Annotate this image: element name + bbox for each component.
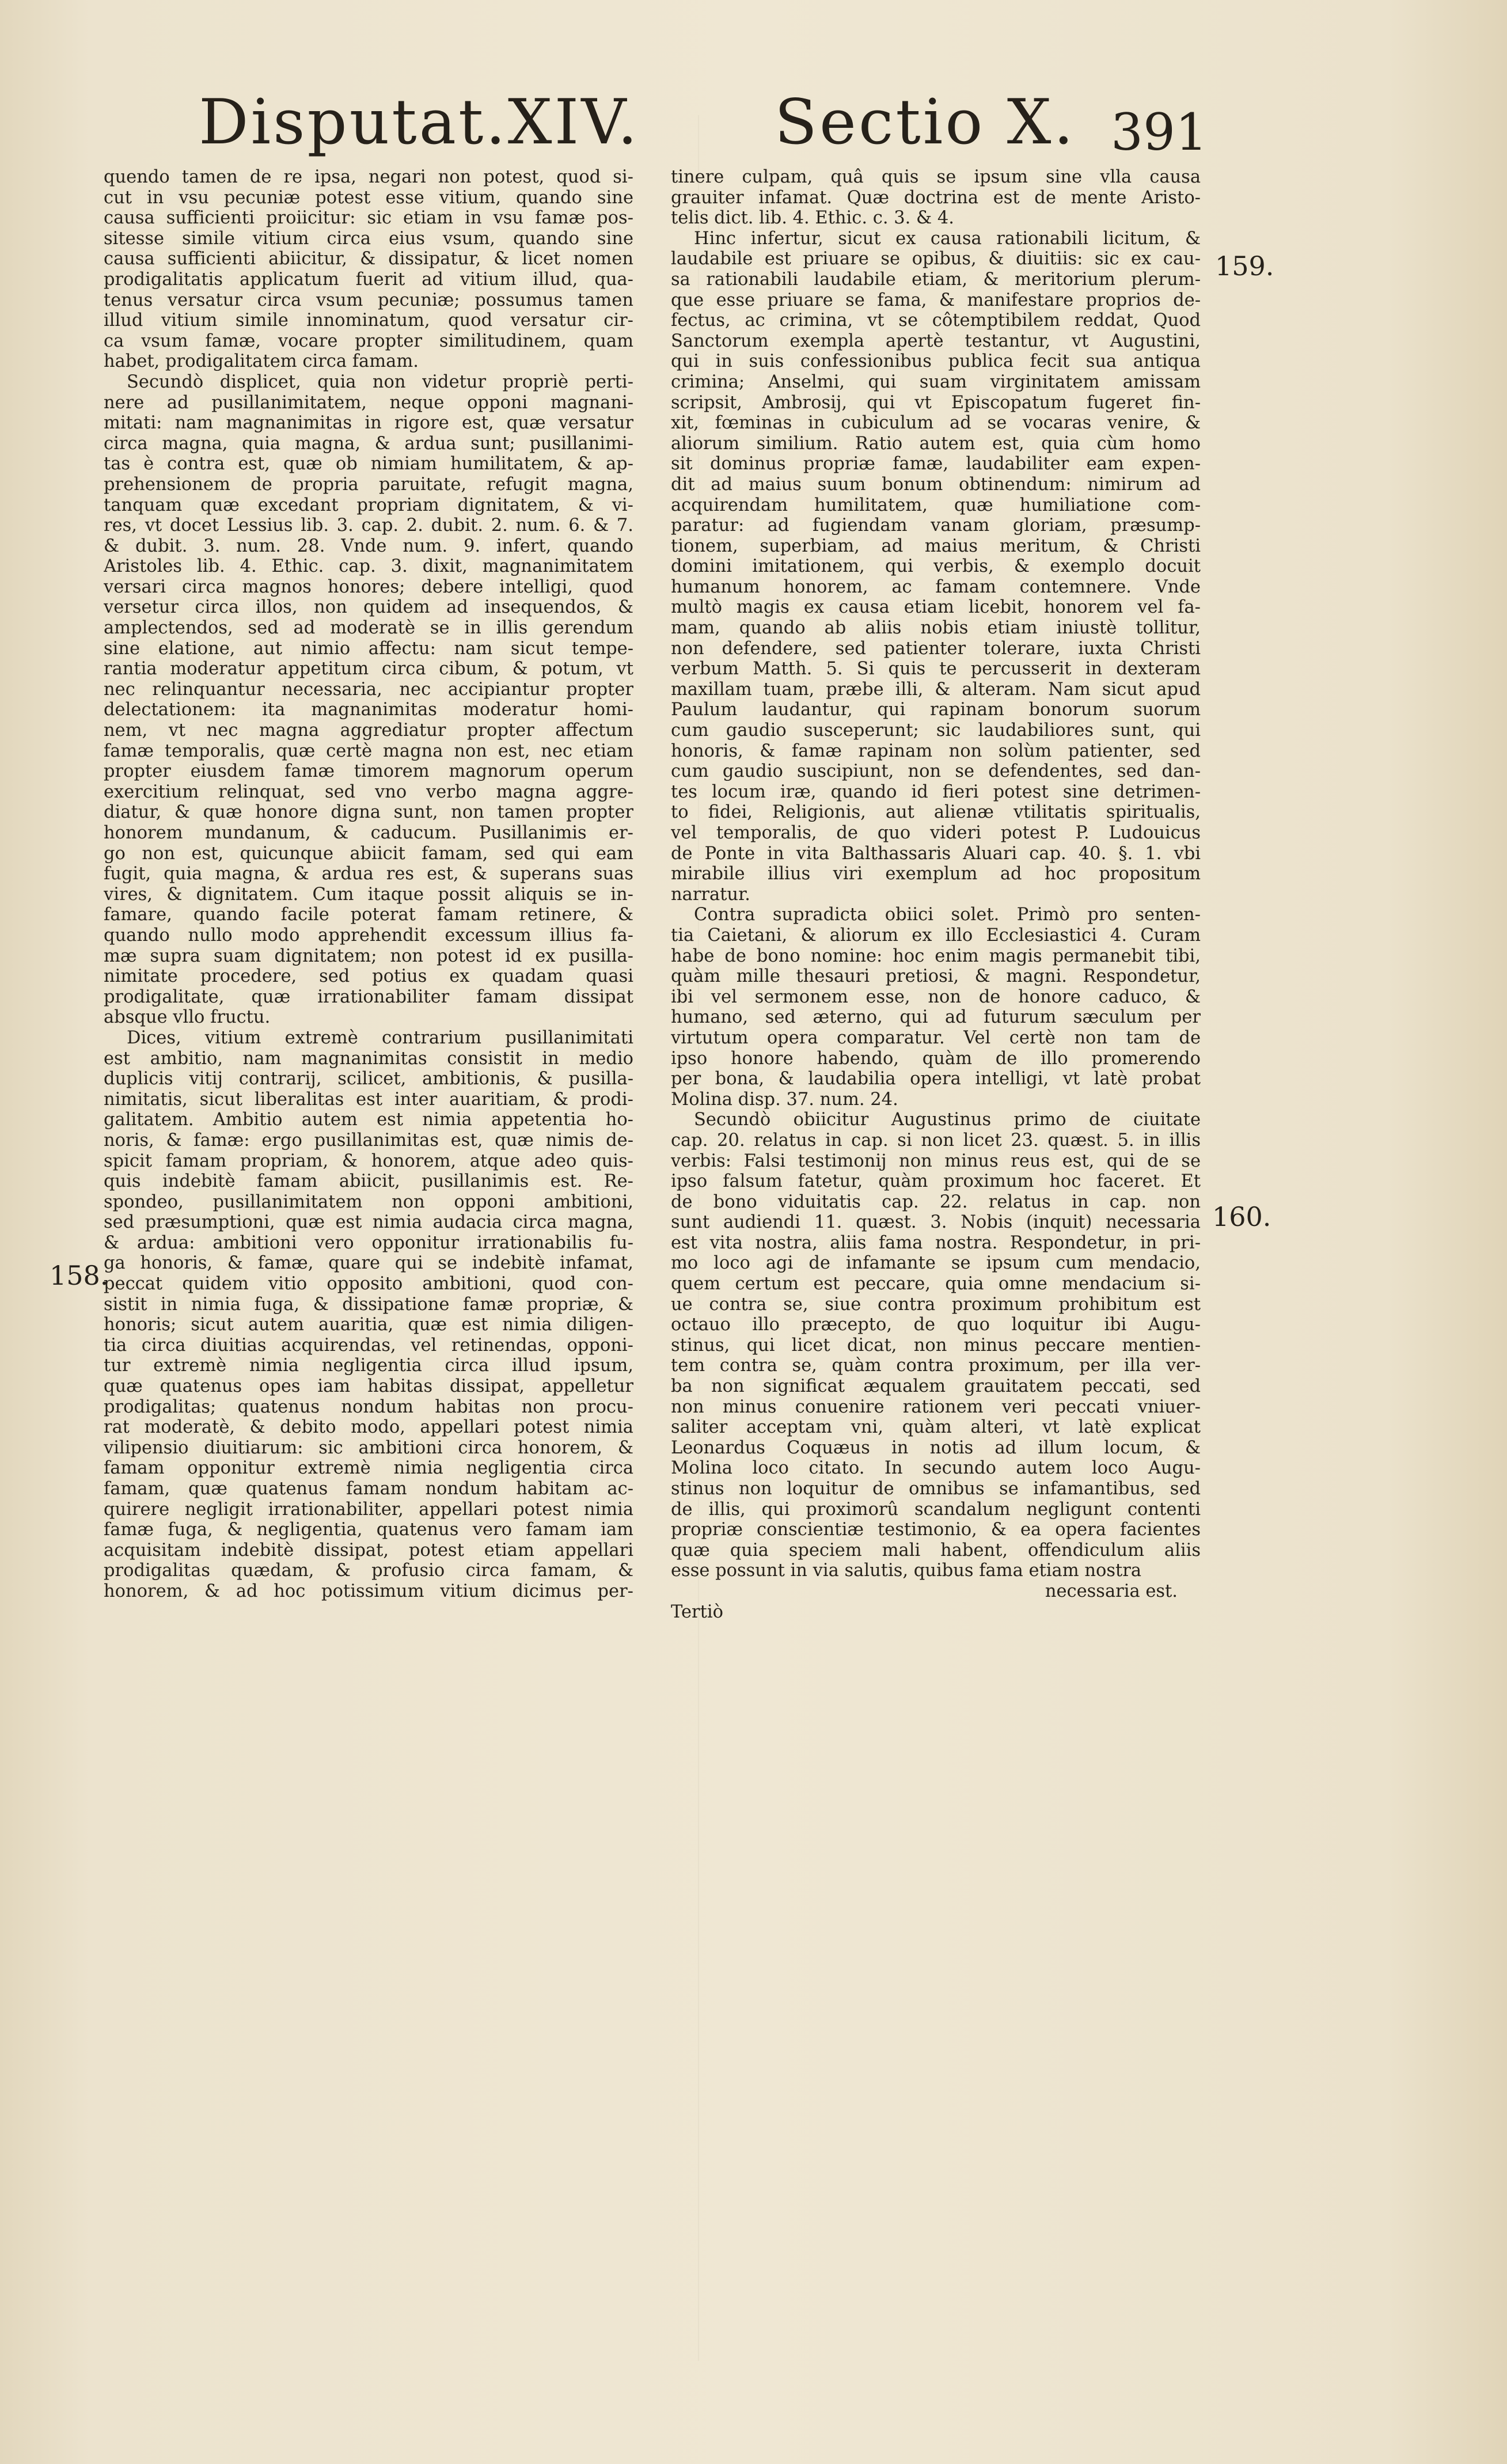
- text-line: versari circa magnos honores; debere intelligi, quod: [104, 576, 633, 597]
- text-line: mirabile illius viri exemplum ad hoc propositum: [671, 864, 1201, 884]
- text-line: non minus conuenire rationem veri peccati vniuer-: [671, 1396, 1201, 1417]
- text-line: Sanctorum exempla apertè testantur, vt Augustini,: [671, 331, 1201, 351]
- text-line: quæ quatenus opes iam habitas dissipat, appelletur: [104, 1376, 633, 1397]
- text-line: Contra supradicta obiici solet. Primò pro senten-: [694, 905, 1201, 925]
- text-line: nimitatis, sicut liberalitas est inter auaritiam, & prodi-: [104, 1089, 633, 1110]
- text-line: amplectendos, sed ad moderatè se in illis gerendum: [104, 618, 633, 639]
- text-line: tionem, superbiam, ad maius meritum, & Christi: [671, 536, 1201, 556]
- text-line: Dices, vitium extremè contrarium pusillanimitati: [127, 1027, 633, 1048]
- text-line: famæ temporalis, quæ certè magna non est, nec etiam: [104, 741, 633, 761]
- text-line: habe de bono nomine: hoc enim magis permanebit tibi,: [671, 946, 1201, 966]
- text-line: est ambitio, nam magnanimitas consistit in medio: [104, 1048, 633, 1069]
- text-line: prehensionem de propria paruitate, refugit magna,: [104, 474, 633, 495]
- text-line: Leonardus Coquæus in notis ad illum locum, &: [671, 1437, 1201, 1458]
- text-line: Hinc infertur, sicut ex causa rationabili licitum, &: [694, 228, 1201, 249]
- left-text-column: [104, 167, 633, 2263]
- text-line: stinus, qui licet dicat, non minus peccare mentien-: [671, 1335, 1201, 1356]
- text-line: delectationem: ita magnanimitas moderatur homi-: [104, 700, 633, 720]
- text-line: cap. 20. relatus in cap. si non licet 23. quæst. 5. in illis: [671, 1130, 1201, 1151]
- text-line: esse possunt in via salutis, quibus fama etiam nostra: [671, 1561, 1142, 1581]
- text-line: tia circa diuitias acquirendas, vel retinendas, opponi-: [104, 1335, 633, 1356]
- text-line: & dubit. 3. num. 28. Vnde num. 9. infert, quando: [104, 536, 633, 556]
- text-line: xit, fœminas in cubiculum ad se vocaras venire, &: [671, 413, 1201, 434]
- text-line: saliter acceptam vni, quàm alteri, vt latè explicat: [671, 1417, 1201, 1438]
- text-line: fectus, ac crimina, vt se côtemptibilem reddat, Quod: [671, 310, 1201, 331]
- text-line: tas è contra est, quæ ob nimiam humilitatem, & ap-: [104, 454, 633, 474]
- text-line: quirere negligit irrationabiliter, appellari potest nimia: [104, 1499, 633, 1520]
- text-line: sit dominus propriæ famæ, laudabiliter eam expen-: [671, 454, 1201, 474]
- text-line: que esse priuare se fama, & manifestare proprios de-: [671, 290, 1201, 310]
- text-line: tem contra se, quàm contra proximum, per illa ver-: [671, 1356, 1201, 1376]
- text-line: go non est, quicunque abiicit famam, sed qui eam: [104, 843, 633, 864]
- text-line: Secundò obiicitur Augustinus primo de ciuitate: [694, 1110, 1201, 1130]
- header-disputation: Disputat.XIV.: [199, 86, 640, 158]
- text-line: galitatem. Ambitio autem est nimia appetentia ho-: [104, 1110, 633, 1130]
- text-line: non defendere, sed patienter tolerare, iuxta Christi: [671, 638, 1201, 659]
- text-line: verbis: Falsi testimonij non minus reus est, qui de se: [671, 1151, 1201, 1171]
- text-line: cum gaudio susceperunt; sic laudabiliores sunt, qui: [671, 720, 1201, 741]
- text-line: tinere culpam, quâ quis se ipsum sine vlla causa: [671, 167, 1201, 187]
- text-line: humano, sed æterno, qui ad futurum sæculum per: [671, 1007, 1201, 1028]
- text-line: res, vt docet Lessius lib. 3. cap. 2. dubit. 2. num. 6. & 7.: [104, 515, 633, 536]
- text-line: & ardua: ambitioni vero opponitur irrationabilis fu-: [104, 1232, 633, 1253]
- text-line: illud vitium simile innominatum, quod versatur cir-: [104, 310, 633, 331]
- text-line: quem certum est peccare, quia omne mendacium si-: [671, 1274, 1201, 1294]
- text-line: sistit in nimia fuga, & dissipatione famæ propriæ, &: [104, 1294, 633, 1315]
- text-line: mo loco agi de infamante se ipsum cum mendacio,: [671, 1253, 1201, 1274]
- text-line: paratur: ad fugiendam vanam gloriam, præsump-: [671, 515, 1201, 536]
- running-header: [0, 86, 1507, 167]
- text-line: to fidei, Religionis, aut alienæ vtilitatis spiritualis,: [671, 802, 1201, 823]
- text-line: circa magna, quia magna, & ardua sunt; pusillanimi-: [104, 433, 633, 454]
- text-line: narratur.: [671, 884, 750, 905]
- text-line: famam opponitur extremè nimia negligentia circa: [104, 1458, 633, 1479]
- text-line: est vita nostra, aliis fama nostra. Respondetur, in pri-: [671, 1232, 1201, 1253]
- text-line: cut in vsu pecuniæ potest esse vitium, quando sine: [104, 187, 633, 208]
- margin-number-158: 158.: [50, 1260, 109, 1291]
- text-line: qui in suis confessionibus publica fecit sua antiqua: [671, 351, 1201, 372]
- text-line: peccat quidem vitio opposito ambitioni, quod con-: [104, 1274, 633, 1294]
- text-line: famæ fuga, & negligentia, quatenus vero famam iam: [104, 1520, 633, 1540]
- text-line: causa sufficienti proiicitur: sic etiam in vsu famæ pos-: [104, 208, 633, 229]
- text-line: humanum honorem, ac famam contemnere. Vnde: [671, 576, 1201, 597]
- text-line: tenus versatur circa vsum pecuniæ; possumus tamen: [104, 290, 633, 310]
- right-text-column: [671, 167, 1201, 2263]
- text-line: Molina disp. 37. num. 24.: [671, 1089, 898, 1110]
- text-line: versetur circa illos, non quidem ad insequendos, &: [104, 597, 633, 618]
- text-line: ipso honore habendo, quàm de illo promerendo: [671, 1048, 1201, 1069]
- text-line: sunt audiendi 11. quæst. 3. Nobis (inquit) necessaria: [671, 1212, 1201, 1233]
- text-line: quàm mille thesauri pretiosi, & magni. Respondetur,: [671, 966, 1201, 987]
- text-line: necessaria est.: [1045, 1581, 1178, 1601]
- text-line: Molina loco citato. In secundo autem loco Augu-: [671, 1458, 1201, 1479]
- text-line: rantia moderatur appetitum circa cibum, & potum, vt: [104, 659, 633, 679]
- text-line: habet, prodigalitatem circa famam.: [104, 351, 419, 372]
- text-line: acquirendam humilitatem, quæ humiliatione com-: [671, 495, 1201, 515]
- text-line: noris, & famæ: ergo pusillanimitas est, quæ nimis de-: [104, 1130, 633, 1151]
- text-line: ipso falsum fatetur, quàm proximum hoc faceret. Et: [671, 1171, 1201, 1192]
- text-line: quis indebitè famam abiicit, pusillanimis est. Re-: [104, 1171, 633, 1192]
- text-line: de Ponte in vita Balthassaris Aluari cap. 40. §. 1. vbi: [671, 843, 1201, 864]
- text-line: sa rationabili laudabile etiam, & meritorium plerum-: [671, 269, 1201, 290]
- text-line: laudabile est priuare se opibus, & diuitiis: sic ex cau-: [671, 249, 1201, 269]
- text-line: mæ supra suam dignitatem; non potest id ex pusilla-: [104, 946, 633, 966]
- text-line: quendo tamen de re ipsa, negari non potest, quod si-: [104, 167, 633, 187]
- text-line: mitati: nam magnanimitas in rigore est, quæ versatur: [104, 413, 633, 434]
- text-line: ca vsum famæ, vocare propter similitudinem, quam: [104, 331, 633, 351]
- text-line: octauo illo præcepto, de quo loquitur ibi Augu-: [671, 1315, 1201, 1335]
- text-line: telis dict. lib. 4. Ethic. c. 3. & 4.: [671, 208, 954, 229]
- text-line: diatur, & quæ honore digna sunt, non tamen propter: [104, 802, 633, 823]
- text-line: honoris; sicut autem auaritia, quæ est nimia diligen-: [104, 1315, 633, 1335]
- text-line: aliorum similium. Ratio autem est, quia cùm homo: [671, 433, 1201, 454]
- text-line: vel temporalis, de quo videri potest P. Ludouicus: [671, 823, 1201, 843]
- text-line: duplicis vitij contrarij, scilicet, ambitionis, & pusilla-: [104, 1069, 633, 1089]
- text-line: nec relinquantur necessaria, nec accipiantur propter: [104, 679, 633, 700]
- text-line: ue contra se, siue contra proximum prohibitum est: [671, 1294, 1201, 1315]
- margin-number-159: 159.: [1215, 250, 1274, 282]
- text-line: tanquam quæ excedant propriam dignitatem, & vi-: [104, 495, 633, 515]
- text-line: prodigalitatis applicatum fuerit ad vitium illud, qua-: [104, 269, 633, 290]
- text-line: Paulum laudantur, qui rapinam bonorum suorum: [671, 700, 1201, 720]
- text-line: spicit famam propriam, & honorem, atque adeo quis-: [104, 1151, 633, 1171]
- text-line: cum gaudio suscipiunt, non se defendentes, sed dan-: [671, 761, 1201, 782]
- text-line: multò magis ex causa etiam licebit, honorem vel fa-: [671, 597, 1201, 618]
- text-line: propter eiusdem famæ timorem magnorum operum: [104, 761, 633, 782]
- text-line: sitesse simile vitium circa eius vsum, quando sine: [104, 228, 633, 249]
- text-line: causa sufficienti abiicitur, & dissipatur, & licet nomen: [104, 249, 633, 269]
- text-line: famare, quando facile poterat famam retinere, &: [104, 905, 633, 925]
- text-line: tia Caietani, & aliorum ex illo Ecclesiastici 4. Curam: [671, 925, 1201, 946]
- text-line: propriæ conscientiæ testimonio, & ea opera facientes: [671, 1520, 1201, 1540]
- text-line: honoris, & famæ rapinam non solùm patienter, sed: [671, 741, 1201, 761]
- text-line: prodigalitas quædam, & profusio circa famam, &: [104, 1561, 633, 1581]
- text-line: dit ad maius suum bonum obtinendum: nimirum ad: [671, 474, 1201, 495]
- text-line: ga honoris, & famæ, quare qui se indebitè infamat,: [104, 1253, 633, 1274]
- text-line: Tertiò: [671, 1601, 723, 1622]
- text-line: tes locum iræ, quando id fieri potest sine detrimen-: [671, 781, 1201, 802]
- text-line: prodigalitas; quatenus nondum habitas non procu-: [104, 1396, 633, 1417]
- text-line: grauiter infamat. Quæ doctrina est de mente Aristo-: [671, 187, 1201, 208]
- text-line: virtutum opera comparatur. Vel certè non tam de: [671, 1027, 1201, 1048]
- text-line: famam, quæ quatenus famam nondum habitam ac-: [104, 1479, 633, 1499]
- text-line: exercitium relinquat, sed vno verbo magna aggre-: [104, 781, 633, 802]
- text-line: acquisitam indebitè dissipat, potest etiam appellari: [104, 1540, 633, 1561]
- text-line: verbum Matth. 5. Si quis te percusserit in dexteram: [671, 659, 1201, 679]
- text-line: Aristoles lib. 4. Ethic. cap. 3. dixit, magnanimitatem: [104, 556, 633, 577]
- text-line: honorem, & ad hoc potissimum vitium dicimus per-: [104, 1581, 633, 1601]
- text-line: sine elatione, aut nimio affectu: nam sicut tempe-: [104, 638, 633, 659]
- text-line: vires, & dignitatem. Cum itaque possit aliquis se in-: [104, 884, 633, 905]
- text-line: prodigalitate, quæ irrationabiliter famam dissipat: [104, 986, 633, 1007]
- text-line: quæ quia speciem mali habent, offendiculum aliis: [671, 1540, 1201, 1561]
- text-line: quando nullo modo apprehendit excessum illius fa-: [104, 925, 633, 946]
- text-line: honorem mundanum, & caducum. Pusillanimis er-: [104, 823, 633, 843]
- text-line: absque vllo fructu.: [104, 1007, 271, 1028]
- text-line: nimitate procedere, sed potius ex quadam quasi: [104, 966, 633, 987]
- text-line: de bono viduitatis cap. 22. relatus in cap. non: [671, 1191, 1201, 1212]
- text-line: rat moderatè, & debito modo, appellari potest nimia: [104, 1417, 633, 1438]
- text-line: Secundò displicet, quia non videtur propriè perti-: [127, 371, 633, 392]
- text-line: per bona, & laudabilia opera intelligi, vt latè probat: [671, 1069, 1201, 1089]
- text-line: domini imitationem, qui verbis, & exemplo docuit: [671, 556, 1201, 577]
- text-line: nem, vt nec magna aggrediatur propter affectum: [104, 720, 633, 741]
- text-line: de illis, qui proximorû scandalum negligunt contenti: [671, 1499, 1201, 1520]
- text-line: ibi vel sermonem esse, non de honore caduco, &: [671, 986, 1201, 1007]
- margin-number-160: 160.: [1212, 1201, 1271, 1232]
- text-line: spondeo, pusillanimitatem non opponi ambitioni,: [104, 1191, 633, 1212]
- text-line: vilipensio diuitiarum: sic ambitioni circa honorem, &: [104, 1437, 633, 1458]
- text-line: crimina; Anselmi, qui suam virginitatem amissam: [671, 371, 1201, 392]
- text-line: mam, quando ab aliis nobis etiam iniustè tollitur,: [671, 618, 1201, 639]
- page-number: 391: [1111, 102, 1208, 162]
- text-line: scripsit, Ambrosij, qui vt Episcopatum fugeret fin-: [671, 392, 1201, 413]
- text-line: sed præsumptioni, quæ est nimia audacia circa magna,: [104, 1212, 633, 1233]
- text-line: fugit, quia magna, & ardua res est, & superans suas: [104, 864, 633, 884]
- text-line: nere ad pusillanimitatem, neque opponi magnani-: [104, 392, 633, 413]
- text-line: stinus non loquitur de omnibus se infamantibus, sed: [671, 1479, 1201, 1499]
- text-line: maxillam tuam, præbe illi, & alteram. Nam sicut apud: [671, 679, 1201, 700]
- text-line: ba non significat æqualem grauitatem peccati, sed: [671, 1376, 1201, 1397]
- header-section: Sectio X.: [775, 86, 1076, 158]
- text-line: tur extremè nimia negligentia circa illud ipsum,: [104, 1356, 633, 1376]
